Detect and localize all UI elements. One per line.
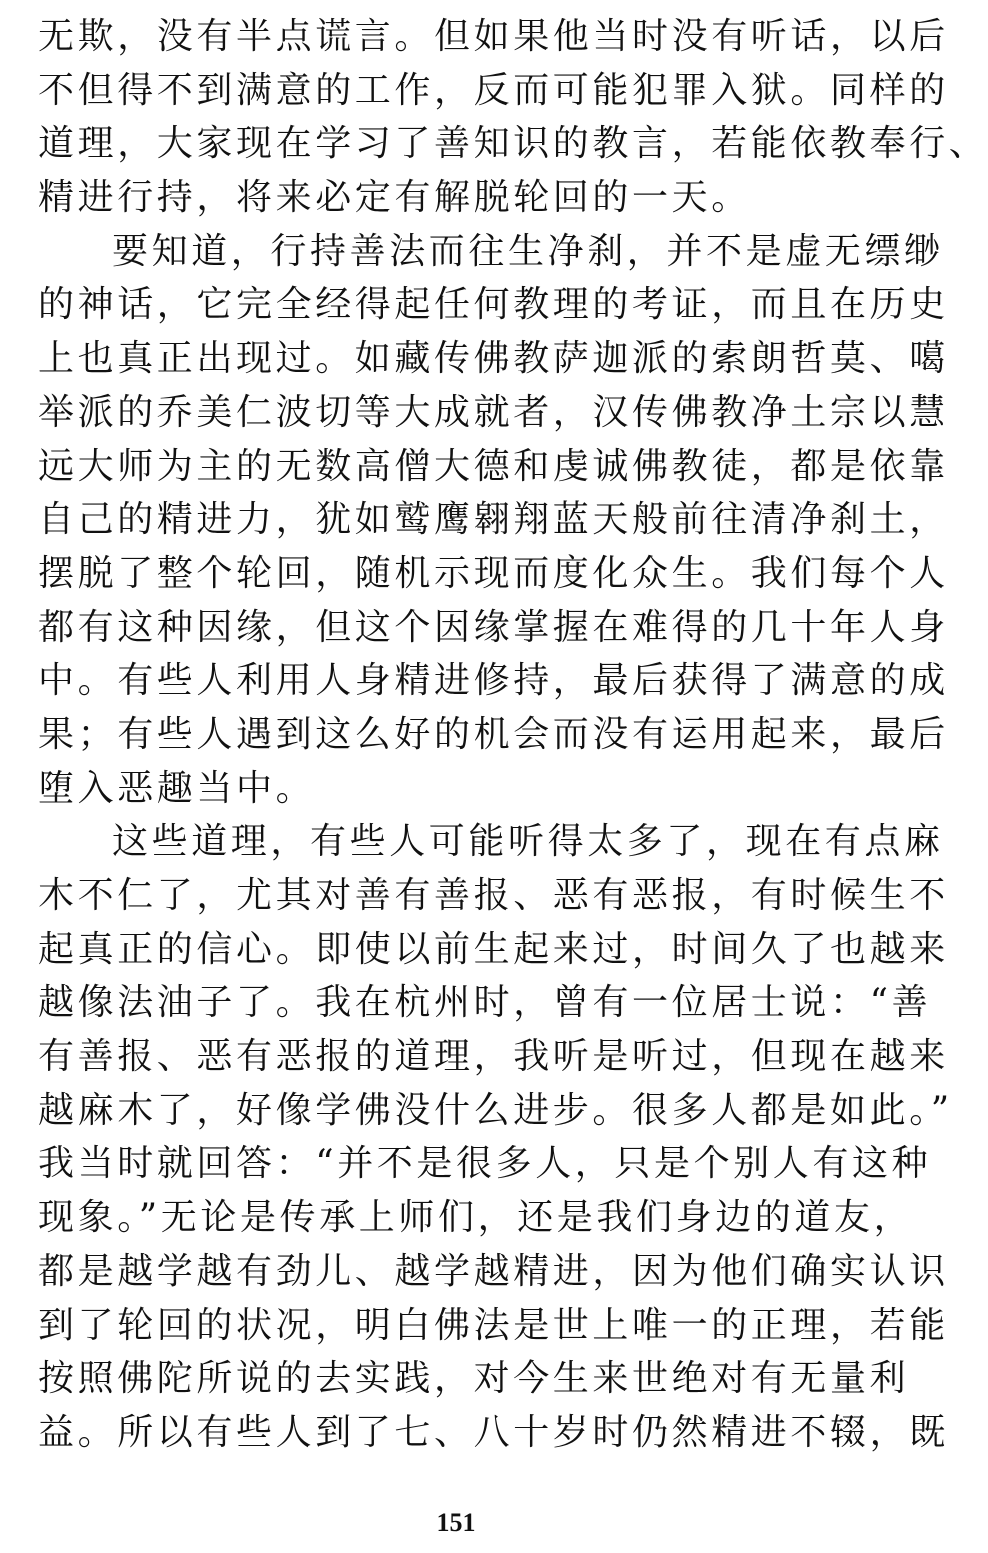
text-line: 益。所以有些人到了七、八十岁时仍然精进不辍，既 xyxy=(38,1411,949,1453)
text-line: 起真正的信心。即使以前生起来过，时间久了也越来 xyxy=(38,928,949,970)
text-line: 越麻木了，好像学佛没什么进步。很多人都是如此。” xyxy=(38,1089,953,1131)
text-line: 举派的乔美仁波切等大成就者，汉传佛教净土宗以慧 xyxy=(38,391,949,433)
text-line: 中。有些人利用人身精进修持，最后获得了满意的成 xyxy=(38,660,949,702)
text-line: 我当时就回答：“并不是很多人，只是个别人有这种 xyxy=(38,1143,932,1185)
text-line: 道理，大家现在学习了善知识的教言，若能依教奉行、 xyxy=(38,123,988,165)
text-line: 不但得不到满意的工作，反而可能犯罪入狱。同样的 xyxy=(38,69,949,111)
paragraph-first-line: 要知道，行持善法而往生净刹，并不是虚无缥缈 xyxy=(112,230,944,272)
paragraph-first-line: 这些道理，有些人可能听得太多了，现在有点麻 xyxy=(112,821,944,863)
text-line: 上也真正出现过。如藏传佛教萨迦派的索朗哲莫、噶 xyxy=(38,338,949,380)
text-line: 的神话，它完全经得起任何教理的考证，而且在历史 xyxy=(38,284,949,326)
text-line: 按照佛陀所说的去实践，对今生来世绝对有无量利 xyxy=(38,1358,910,1400)
text-line: 有善报、恶有恶报的道理，我听是听过，但现在越来 xyxy=(38,1036,949,1078)
text-line: 摆脱了整个轮回，随机示现而度化众生。我们每个人 xyxy=(38,552,949,594)
text-line: 到了轮回的状况，明白佛法是世上唯一的正理，若能 xyxy=(38,1304,949,1346)
text-line: 自己的精进力，犹如鹫鹰翱翔蓝天般前往清净刹土， xyxy=(38,499,949,541)
text-line: 都是越学越有劲儿、越学越精进，因为他们确实认识 xyxy=(38,1250,949,1292)
text-body xyxy=(38,10,988,1460)
text-line: 越像法油子了。我在杭州时，曾有一位居士说：“善 xyxy=(38,982,932,1024)
text-line: 果；有些人遇到这么好的机会而没有运用起来，最后 xyxy=(38,713,949,755)
text-line: 堕入恶趣当中。 xyxy=(38,767,316,809)
text-line: 木不仁了，尤其对善有善报、恶有恶报，有时候生不 xyxy=(38,875,949,916)
text-line: 现象。”无论是传承上师们，还是我们身边的道友， xyxy=(38,1197,914,1239)
text-line: 远大师为主的无数高僧大德和虔诚佛教徒，都是依靠 xyxy=(38,445,949,487)
text-line: 无欺，没有半点谎言。但如果他当时没有听话，以后 xyxy=(38,16,949,57)
text-line: 都有这种因缘，但这个因缘掌握在难得的几十年人身 xyxy=(38,606,949,648)
page-number: 151 xyxy=(436,1508,476,1537)
text-line: 精进行持，将来必定有解脱轮回的一天。 xyxy=(38,177,751,219)
